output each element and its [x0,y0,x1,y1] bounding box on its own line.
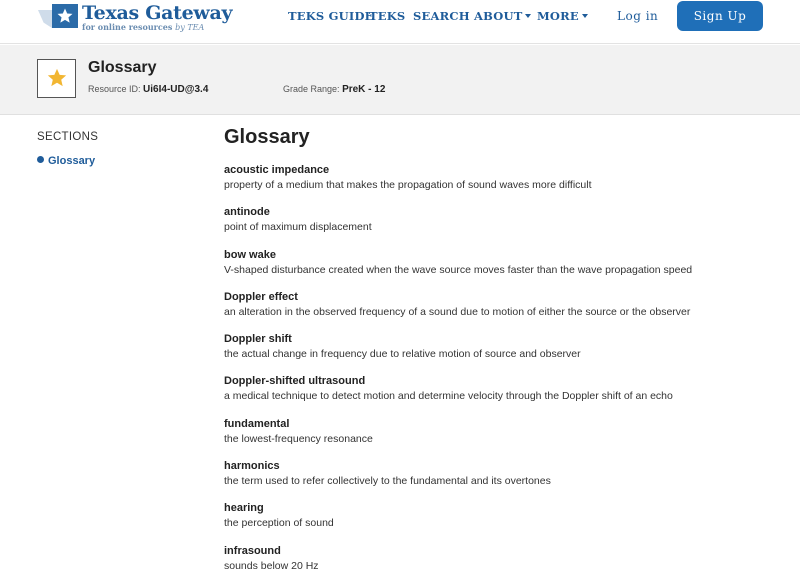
glossary-definition: point of maximum displacement [224,221,372,234]
section-item-glossary[interactable] [37,155,95,167]
glossary-entry [224,544,784,570]
resource-title: Glossary [88,59,157,76]
glossary-term: fundamental [224,417,290,430]
chevron-down-icon [582,14,588,18]
grade-range-value: PreK - 12 [342,84,386,95]
logo-ribbon-fold [38,10,52,28]
nav-more-dropdown[interactable] [537,9,588,23]
nav-about-dropdown[interactable] [474,9,531,23]
glossary-term: Doppler effect [224,290,298,303]
glossary-entry [224,248,784,290]
grade-range [283,84,385,95]
glossary-definition: the lowest-frequency resonance [224,432,373,445]
resource-header [0,45,800,115]
resource-id [88,84,208,95]
glossary-entry [224,417,784,459]
glossary-term: harmonics [224,460,280,473]
glossary-term: infrasound [224,544,281,557]
resource-id-value: Ui6I4-UD@3.4 [143,84,209,95]
glossary-definition: an alteration in the observed frequency of a sound due to motion of either the source or the observer [224,305,691,318]
logo-star-icon [52,4,78,28]
section-item-label: Glossary [48,155,96,167]
glossary-entry [224,332,784,374]
resource-id-label: Resource ID: [88,84,141,94]
signup-button[interactable]: Sign Up [677,1,763,31]
glossary-content [224,126,784,570]
logo-title: Texas Gateway [82,2,233,24]
top-navigation-bar [0,0,800,44]
glossary-definition: property of a medium that makes the propagation of sound waves more difficult [224,179,592,191]
nav-more-label: MORE [537,9,579,23]
glossary-definition: the term used to refer collectively to the fundamental and its overtones [224,475,551,488]
grade-range-label: Grade Range: [283,84,340,94]
glossary-entry [224,501,784,543]
glossary-entry [224,459,784,501]
glossary-definition: V-shaped disturbance created when the wave source moves faster than the wave propagation speed [224,263,693,276]
login-link[interactable]: Log in [617,9,659,23]
logo-subtitle-main: for online resources [82,22,173,32]
nav-teks-link[interactable]: TEKS [369,9,406,23]
glossary-term: hearing [224,502,264,515]
glossary-definition: sounds below 20 Hz [224,559,319,570]
glossary-term: Doppler-shifted ultrasound [224,375,366,388]
texas-gateway-logo[interactable] [38,0,238,36]
resource-star-icon [37,59,76,98]
glossary-term: antinode [224,206,270,219]
glossary-definition: a medical technique to detect motion and determine velocity through the Doppler shift of an echo [224,390,673,403]
glossary-entry [224,290,784,332]
sections-heading: SECTIONS [37,131,99,143]
active-bullet-icon [37,156,44,163]
glossary-entry [224,163,784,205]
glossary-definition: the perception of sound [224,517,334,530]
glossary-definition: the actual change in frequency due to relative motion of source and observer [224,348,581,361]
logo-subtitle-by: by TEA [175,23,205,32]
nav-search-link[interactable]: SEARCH [413,9,470,23]
logo-subtitle [82,22,204,32]
glossary-entry [224,205,784,247]
nav-about-label: ABOUT [474,9,523,23]
chevron-down-icon [525,14,531,18]
nav-teks-guide-link[interactable]: TEKS GUIDE [288,9,374,23]
page-title: Glossary [224,126,310,148]
glossary-entry [224,374,784,416]
glossary-term: Doppler shift [224,333,292,346]
glossary-term: acoustic impedance [224,164,330,176]
glossary-term: bow wake [224,248,276,261]
